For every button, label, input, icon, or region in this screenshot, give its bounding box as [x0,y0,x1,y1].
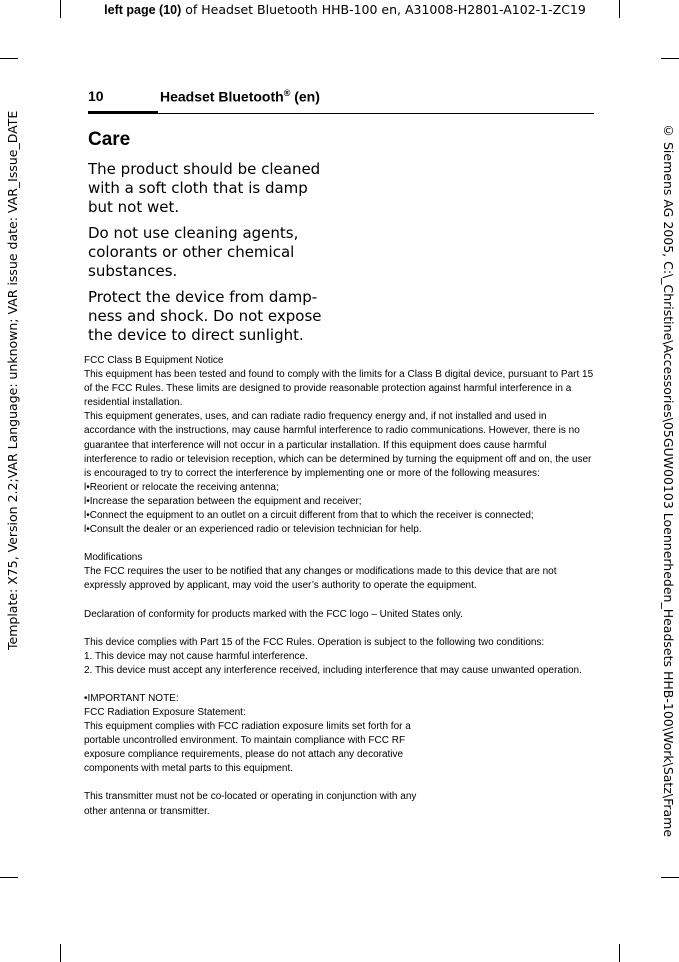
modifications-title: Modifications [84,552,143,564]
modifications-text: The FCC requires the user to be notified that any changes or modifications made to this device that are not expressly approved by applicant, may void the user’s authority to operate the equipment. [84,566,557,592]
care-paragraph: The product should be cleaned with a soft cloth that is damp but not wet. [88,160,321,216]
page-banner [80,0,610,20]
crop-mark-left-top [0,58,18,59]
fcc-paragraph: This equipment has been tested and found to comply with the limits for a Class B digital device, pursuant to Part 15 of the FCC Rules. These limits are designed to provide reasonable protection against harmful interference in a residential installation. [84,369,594,409]
fcc-paragraph: This equipment generates, uses, and can radiate radio frequency energy and, if not installed and used in accordance with the instructions, may cause harmful interference to radio communications. However, there is no guarantee that interference will not occur in a particular installation. If this equipment does cause harmful interference to radio or television reception, which can be determined by turning the equipment off and on, the user is encouraged to try to correct the interference by implementing one or more of the following measures: [84,411,592,479]
crop-mark-bottom-right [619,944,620,962]
important-note: •IMPORTANT NOTE: [84,692,179,704]
radiation-title: FCC Radiation Exposure Statement: [84,706,246,718]
crop-mark-top-left [60,0,61,18]
page-number: 10 [88,88,104,104]
banner-bold: left page (10) [104,3,182,17]
radiation-text: This equipment complies with FCC radiation exposure limits set forth for a portable uncontrolled environment. To maintain compliance with FCC RF exposure compliance requirements, please do not attach any decorative components with metal parts to this equipment. [84,721,411,775]
fcc-measure: l•Consult the dealer or an experienced radio or television technician for help. [84,524,422,536]
fcc-measure: l•Connect the equipment to an outlet on a circuit different from that to which the receiver is connected; [84,510,534,522]
header-rule [158,113,594,114]
fcc-title: FCC Class B Equipment Notice [84,355,224,366]
crop-mark-bottom-left [60,944,61,962]
fcc-measure: l•Reorient or relocate the receiving antenna; [84,481,279,493]
template-sidebar: Template: X75, Version 2.2;VAR Language: unknown; VAR issue date: VAR_Issue_DATE [5,110,20,650]
header-lang: (en) [290,88,320,105]
care-section [88,160,333,352]
part15-text: This device complies with Part 15 of the FCC Rules. Operation is subject to the following two conditions: [84,636,545,648]
colocation-text: This transmitter must not be co-located or operating in conjunction with any other antenna or transmitter. [84,791,417,817]
care-paragraph: Protect the device from damp-ness and shock. Do not expose the device to direct sunlight. [88,288,322,344]
page-header [88,88,594,114]
crop-mark-top-right [619,0,620,18]
condition-item: 2. This device must accept any interference received, including interference that may cause unwanted operation. [84,664,582,676]
condition-item: 1. This device may not cause harmful interference. [84,650,308,662]
banner-rest: of Headset Bluetooth HHB-100 en, A31008-H2801-A102-1-ZC19 [181,2,586,17]
header-title [160,88,320,105]
care-heading: Care [88,129,131,150]
copyright-sidebar: © Siemens AG 2005, C:\_Christine\Accessories\05GUW00103 Loennerheden_Headsets HHB-100\Work\Satz\Frame [661,122,676,838]
crop-mark-left-bottom [0,877,18,878]
fcc-notice [84,354,599,819]
fcc-measure: l•Increase the separation between the equipment and receiver; [84,495,362,507]
crop-mark-right-top [661,58,679,59]
header-rule-thick [88,111,158,114]
care-paragraph: Do not use cleaning agents, colorants or other chemical substances. [88,224,299,280]
header-title-text: Headset Bluetooth [160,88,284,105]
declaration-text: Declaration of conformity for products marked with the FCC logo – United States only. [84,608,463,620]
registered-mark: ® [283,88,291,98]
